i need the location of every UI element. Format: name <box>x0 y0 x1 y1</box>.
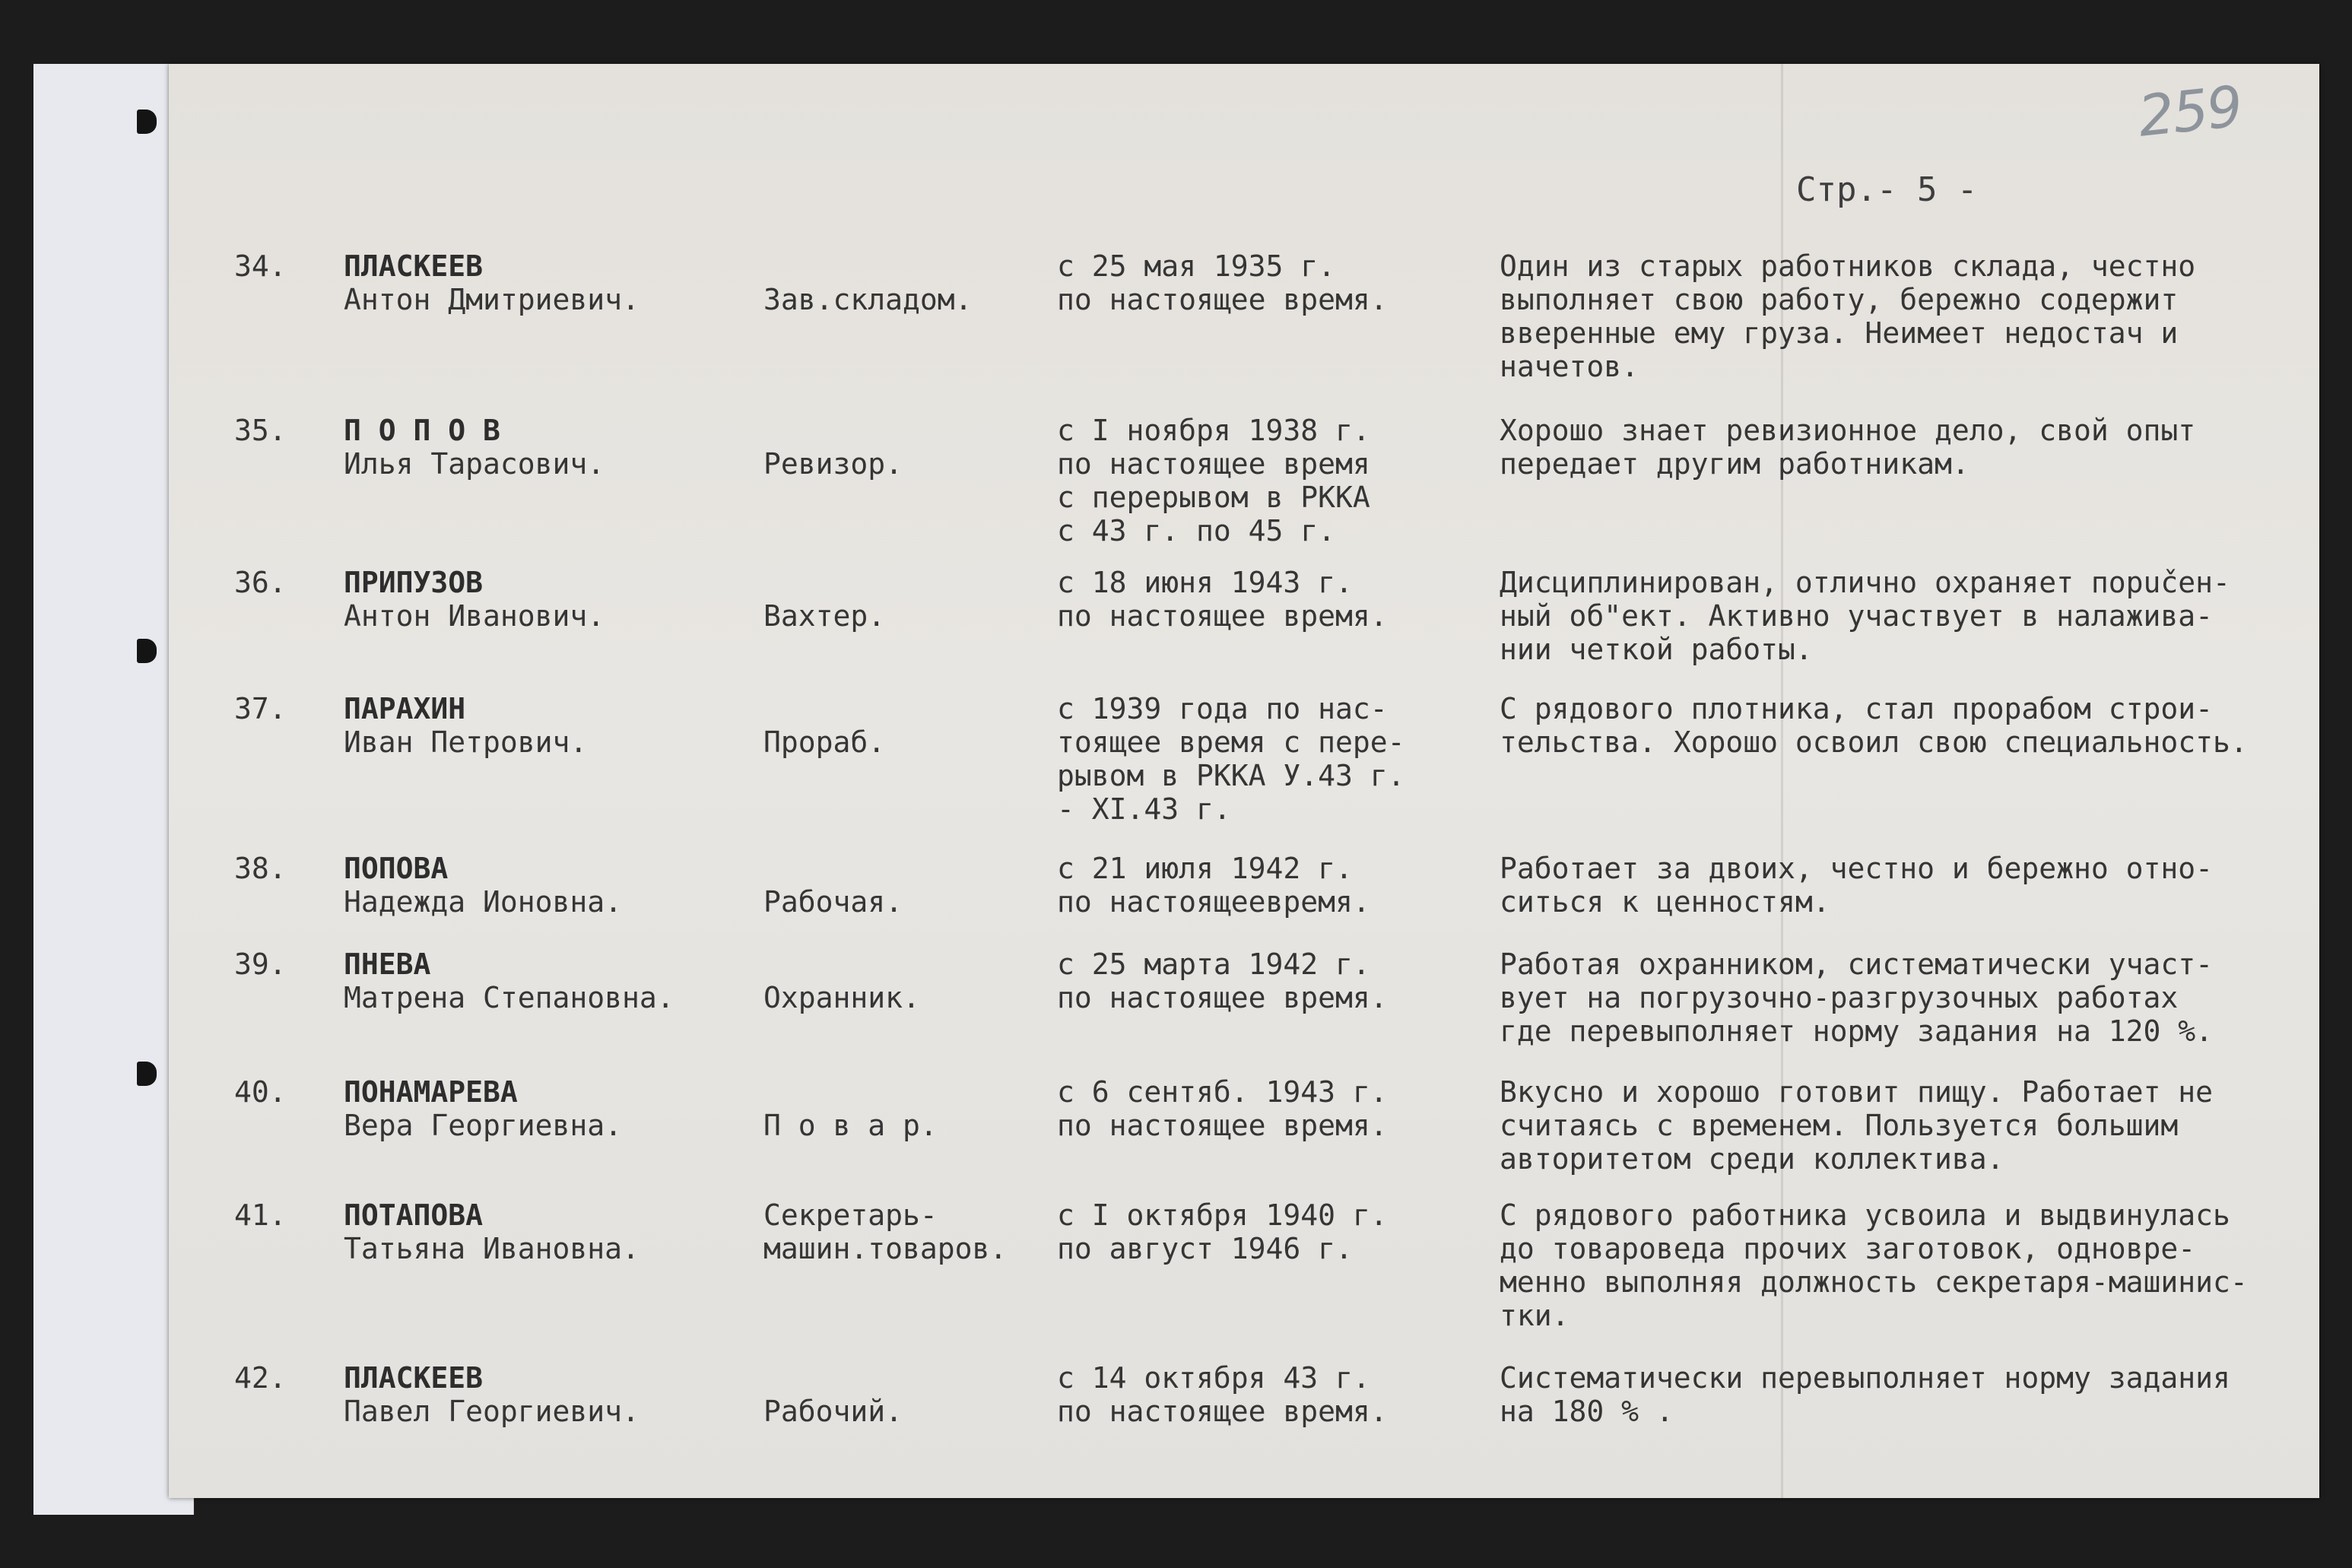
entry-number: 40. <box>234 1075 287 1109</box>
period-line: с 14 октября 43 г. <box>1057 1361 1370 1395</box>
surname: ПЛАСКЕЕВ <box>344 249 484 283</box>
position-line: Рабочий. <box>763 1395 903 1428</box>
period-line: по настоящеевремя. <box>1057 885 1370 919</box>
entry-number: 34. <box>234 249 287 283</box>
note-line: на 180 % . <box>1500 1395 1674 1428</box>
service-period <box>1057 1198 1388 1265</box>
employee-name <box>344 692 587 759</box>
job-position <box>763 725 885 759</box>
characteristic <box>1500 852 2313 919</box>
note-line: Систематически перевыполняет норму задания <box>1500 1361 2230 1395</box>
position-line: машин.товаров. <box>763 1232 1008 1265</box>
given-names: Матрена Степановна. <box>344 981 674 1014</box>
service-period <box>1057 566 1388 633</box>
note-line: С рядового плотника, стал прорабом строи- <box>1500 692 2213 725</box>
job-position <box>763 885 903 919</box>
note-line: вверенные ему груза. Неимеет недостач и <box>1500 316 2179 350</box>
service-period <box>1057 852 1370 919</box>
note-line: выполняет свою работу, бережно содержит <box>1500 283 2179 316</box>
period-line: тоящее время с пере- <box>1057 725 1405 759</box>
service-period <box>1057 692 1405 826</box>
period-line: по настоящее время. <box>1057 1395 1388 1428</box>
position-line: Вахтер. <box>763 599 886 633</box>
service-period <box>1057 414 1370 548</box>
note-line: Работает за двоих, честно и бережно отно- <box>1500 852 2213 885</box>
entry-number: 42. <box>234 1361 287 1395</box>
period-line: по настоящее время. <box>1057 599 1388 633</box>
punch-hole <box>137 639 157 663</box>
employee-name <box>344 249 640 316</box>
characteristic <box>1500 1198 2313 1332</box>
entry-number: 37. <box>234 692 287 725</box>
surname: ПРИПУЗОВ <box>344 566 484 599</box>
job-position <box>763 1109 938 1142</box>
given-names: Иван Петрович. <box>344 725 588 759</box>
punch-hole <box>137 110 157 134</box>
note-line: С рядового работника усвоила и выдвинулась <box>1500 1198 2230 1232</box>
archive-number: 259 <box>2135 74 2245 150</box>
surname: ПНЕВА <box>344 947 431 981</box>
entry-number: 36. <box>234 566 287 599</box>
given-names: Татьяна Ивановна. <box>344 1232 640 1265</box>
characteristic <box>1500 692 2313 759</box>
document-page <box>169 64 2319 1498</box>
surname: ПОТАПОВА <box>344 1198 484 1232</box>
note-line: Работая охранником, систематически участ- <box>1500 947 2213 981</box>
given-names: Надежда Ионовна. <box>344 885 623 919</box>
note-line: считаясь с временем. Пользуется большим <box>1500 1109 2179 1142</box>
period-line: с I ноября 1938 г. <box>1057 414 1370 447</box>
period-line: с 25 марта 1942 г. <box>1057 947 1370 981</box>
note-line: менно выполняя должность секретаря-машинис- <box>1500 1265 2248 1299</box>
note-line: тки. <box>1500 1299 1570 1332</box>
position-line: Прораб. <box>763 725 886 759</box>
note-line: Дисциплинирован, отлично охраняет порučен- <box>1500 566 2230 599</box>
period-line: рывом в РККА У.43 г. <box>1057 759 1405 792</box>
characteristic <box>1500 414 2313 481</box>
note-line: тельства. Хорошо освоил свою специальность. <box>1500 725 2248 759</box>
period-line: по настоящее время <box>1057 447 1370 481</box>
period-line: - XI.43 г. <box>1057 792 1231 826</box>
characteristic <box>1500 1361 2313 1428</box>
note-line: до товароведа прочих заготовок, одновре- <box>1500 1232 2196 1265</box>
note-line: где перевыполняет норму задания на 120 %. <box>1500 1014 2213 1048</box>
position-line: Рабочая. <box>763 885 903 919</box>
period-line: с 43 г. по 45 г. <box>1057 514 1336 548</box>
employee-name <box>344 1361 640 1428</box>
position-line: Охранник. <box>763 981 920 1014</box>
characteristic <box>1500 566 2313 666</box>
surname: ПАРАХИН <box>344 692 466 725</box>
surname: ПОНАМАРЕВА <box>344 1075 518 1109</box>
surname: П О П О В <box>344 414 500 447</box>
period-line: с 18 июня 1943 г. <box>1057 566 1353 599</box>
surname: ПОПОВА <box>344 852 449 885</box>
period-line: по настоящее время. <box>1057 1109 1388 1142</box>
period-line: с перерывом в РККА <box>1057 481 1370 514</box>
page-header: Стр.- 5 - <box>1796 170 1978 209</box>
note-line: ный об"ект. Активно участвует в налажива- <box>1500 599 2213 633</box>
period-line: с I октября 1940 г. <box>1057 1198 1388 1232</box>
note-line: авторитетом среди коллектива. <box>1500 1142 2004 1176</box>
job-position <box>763 447 903 481</box>
period-line: с 6 сентяб. 1943 г. <box>1057 1075 1388 1109</box>
employee-name <box>344 1075 622 1142</box>
note-line: нии четкой работы. <box>1500 633 1813 666</box>
period-line: с 1939 года по нас- <box>1057 692 1388 725</box>
note-line: Один из старых работников склада, честно <box>1500 249 2196 283</box>
entry-number: 38. <box>234 852 287 885</box>
given-names: Антон Иванович. <box>344 599 605 633</box>
characteristic <box>1500 947 2313 1048</box>
job-position <box>763 981 920 1014</box>
position-line: Зав.складом. <box>763 283 973 316</box>
job-position <box>763 283 973 316</box>
given-names: Вера Георгиевна. <box>344 1109 623 1142</box>
service-period <box>1057 1361 1388 1428</box>
employee-name <box>344 566 605 633</box>
service-period <box>1057 249 1388 316</box>
service-period <box>1057 1075 1388 1142</box>
note-line: начетов. <box>1500 350 1639 383</box>
given-names: Илья Тарасович. <box>344 447 605 481</box>
employee-name <box>344 414 605 481</box>
job-position <box>763 599 885 633</box>
note-line: Хорошо знает ревизионное дело, свой опыт <box>1500 414 2196 447</box>
given-names: Павел Георгиевич. <box>344 1395 640 1428</box>
position-line: Ревизор. <box>763 447 903 481</box>
note-line: Вкусно и хорошо готовит пищу. Работает не <box>1500 1075 2213 1109</box>
characteristic <box>1500 1075 2313 1176</box>
surname: ПЛАСКЕЕВ <box>344 1361 484 1395</box>
employee-name <box>344 1198 640 1265</box>
given-names: Антон Дмитриевич. <box>344 283 640 316</box>
period-line: с 25 мая 1935 г. <box>1057 249 1336 283</box>
employee-name <box>344 947 674 1014</box>
period-line: по настоящее время. <box>1057 283 1388 316</box>
service-period <box>1057 947 1388 1014</box>
entry-number: 39. <box>234 947 287 981</box>
period-line: с 21 июля 1942 г. <box>1057 852 1353 885</box>
entry-number: 35. <box>234 414 287 447</box>
position-line: П о в а р. <box>763 1109 938 1142</box>
note-line: вует на погрузочно-разгрузочных работах <box>1500 981 2179 1014</box>
note-line: ситься к ценностям. <box>1500 885 1830 919</box>
job-position <box>763 1395 903 1428</box>
characteristic <box>1500 249 2313 383</box>
punch-hole <box>137 1062 157 1086</box>
position-line: Секретарь- <box>763 1198 938 1232</box>
note-line: передает другим работникам. <box>1500 447 1970 481</box>
entry-number: 41. <box>234 1198 287 1232</box>
period-line: по настоящее время. <box>1057 981 1388 1014</box>
period-line: по август 1946 г. <box>1057 1232 1353 1265</box>
employee-name <box>344 852 622 919</box>
job-position <box>763 1198 1007 1265</box>
